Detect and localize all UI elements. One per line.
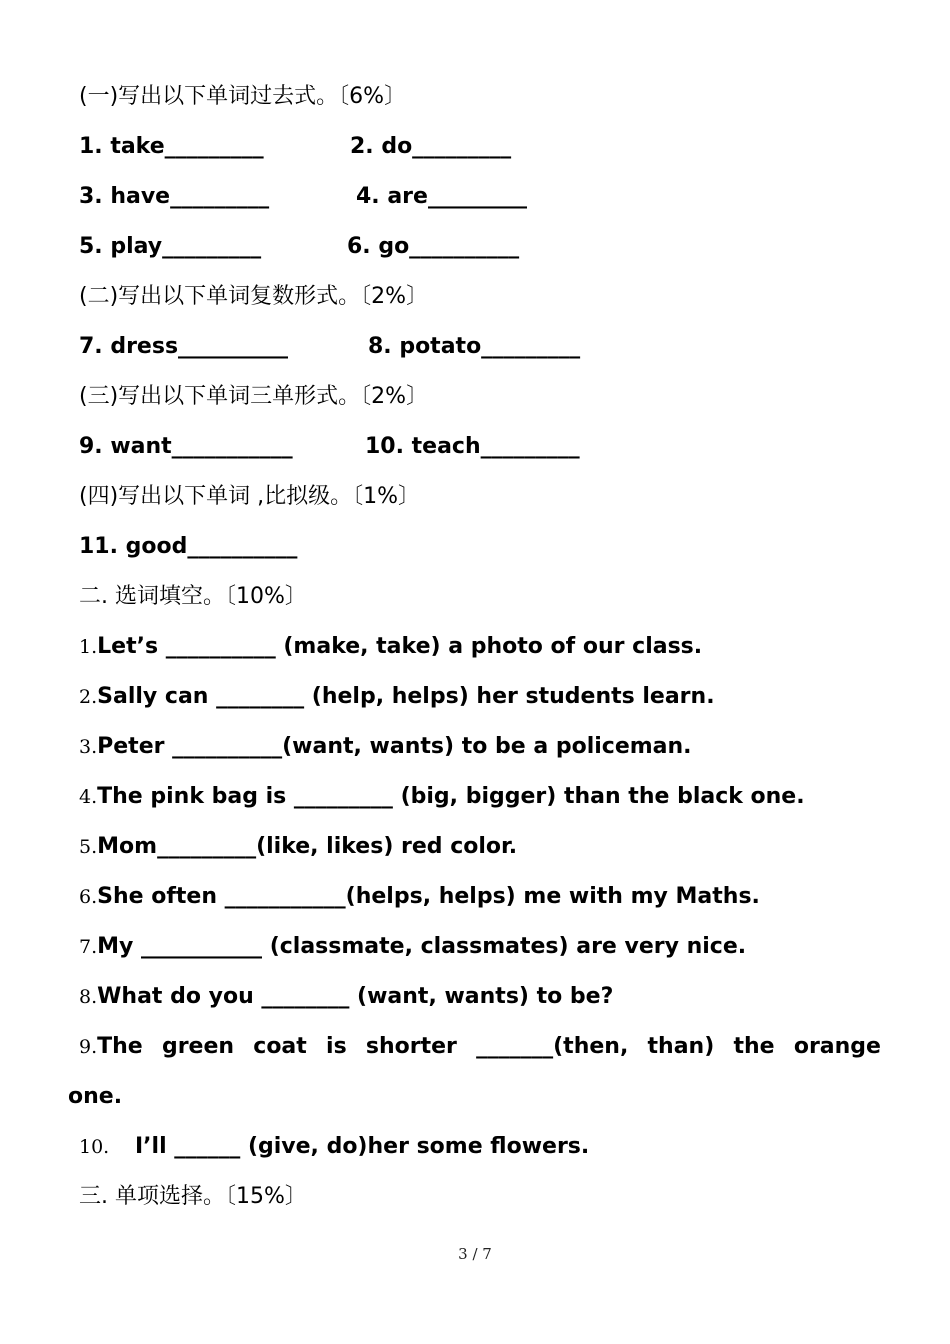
fill-question-3	[79, 732, 692, 762]
fill-question-6	[79, 882, 760, 912]
word-have: 3. have_________	[79, 184, 270, 209]
word-dress: 7. dress__________	[79, 334, 289, 359]
word-want: 9. want___________	[79, 434, 293, 459]
word-potato: 8. potato_________	[368, 334, 581, 359]
section-4-heading: (四)写出以下单词 ,比拟级。〔1%〕	[79, 484, 421, 509]
word-row-2	[79, 182, 527, 212]
question-word: The	[97, 1034, 143, 1059]
question-number: 4.	[79, 786, 98, 808]
question-word: is	[326, 1034, 347, 1059]
question-text: Peter __________(want, wants) to be a policeman.	[97, 734, 692, 759]
question-word: the	[733, 1034, 775, 1059]
fill-question-1	[79, 632, 702, 662]
section-1-heading: (一)写出以下单词过去式。〔6%〕	[79, 84, 407, 109]
question-text: The pink bag is _________ (big, bigger) than the black one.	[97, 784, 805, 809]
question-number: 2.	[79, 686, 98, 708]
word-row-1	[79, 132, 512, 162]
fill-question-7	[79, 932, 746, 962]
word-row-5	[79, 432, 580, 462]
fill-question-9-continued: one.	[68, 1084, 123, 1109]
page-number: 3 / 7	[458, 1245, 492, 1263]
word-play: 5. play_________	[79, 234, 262, 259]
word-go: 6. go__________	[347, 234, 520, 259]
question-number: 10.	[79, 1136, 110, 1158]
word-are: 4. are_________	[356, 184, 527, 209]
word-row-3	[79, 232, 520, 262]
question-text: What do you ________ (want, wants) to be?	[97, 984, 614, 1009]
word-teach: 10. teach_________	[365, 434, 580, 459]
section-2-heading: (二)写出以下单词复数形式。〔2%〕	[79, 284, 429, 309]
fill-question-2	[79, 682, 715, 712]
fill-question-8	[79, 982, 613, 1012]
fill-question-10	[79, 1132, 589, 1162]
word-row-6	[79, 532, 297, 562]
part-3-heading: 三. 单项选择。〔15%〕	[79, 1184, 307, 1209]
word-row-4	[79, 332, 581, 362]
question-text: Sally can ________ (help, helps) her students learn.	[97, 684, 715, 709]
question-number: 8.	[79, 986, 98, 1008]
part-2-heading: 二. 选词填空。〔10%〕	[79, 584, 307, 609]
question-word: than)	[647, 1034, 715, 1059]
question-number: 7.	[79, 936, 98, 958]
fill-question-5	[79, 832, 517, 862]
question-word: green	[161, 1034, 235, 1059]
question-number: 6.	[79, 886, 98, 908]
question-text: Mom_________(like, likes) red color.	[97, 834, 518, 859]
question-text: She often ___________(helps, helps) me with my Maths.	[97, 884, 760, 909]
fill-question-9	[79, 1032, 881, 1062]
question-number: 9.	[79, 1036, 98, 1058]
question-word: shorter	[365, 1034, 457, 1059]
section-3-heading: (三)写出以下单词三单形式。〔2%〕	[79, 384, 429, 409]
word-take: 1. take_________	[79, 134, 264, 159]
question-number: 1.	[79, 636, 98, 658]
question-word: orange	[793, 1034, 881, 1059]
question-word: _______(then,	[476, 1034, 629, 1059]
question-number: 3.	[79, 736, 98, 758]
question-text: My ___________ (classmate, classmates) are very nice.	[97, 934, 747, 959]
fill-question-4	[79, 782, 805, 812]
question-number-word	[79, 1032, 143, 1062]
question-text: I’ll ______ (give, do)her some flowers.	[135, 1134, 590, 1159]
word-do: 2. do_________	[350, 134, 512, 159]
question-number: 5.	[79, 836, 98, 858]
question-word: coat	[253, 1034, 307, 1059]
question-text: Let’s __________ (make, take) a photo of our class.	[97, 634, 703, 659]
word-good: 11. good__________	[79, 534, 298, 559]
